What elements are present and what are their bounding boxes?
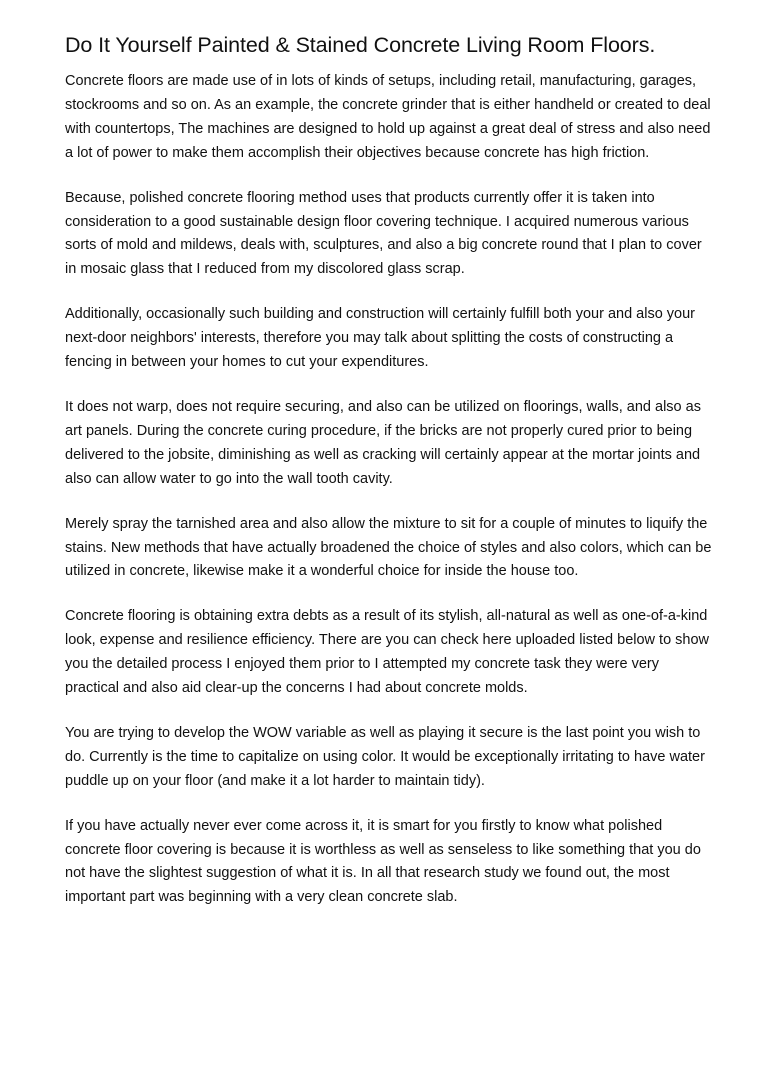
paragraph-8: If you have actually never ever come across it, it is smart for you firstly to know what polished concrete floor covering is because it is worthless as well as senseless to like something that you do not have the slightest suggestion of what it is. In all that research study we found out, the most important part was beginning with a very clean concrete slab. xyxy=(65,817,701,906)
paragraph-3: Additionally, occasionally such building and construction will certainly fulfill both your and also your next-door neighbors' interests, therefore you may talk about splitting the costs of constructing a fencing in between your homes to cut your expenditures. xyxy=(65,306,696,371)
paragraph-1: Concrete floors are made use of in lots of kinds of setups, including retail, manufacturing, garages, stockrooms and so on. As an example, the concrete grinder that is either handheld or created to deal with countertops, The machines are designed to hold up against a great deal of stress and also need a lot of power to make them accomplish their objectives because concrete has high friction. xyxy=(65,73,711,161)
document-body xyxy=(65,70,716,910)
paragraph-7: You are trying to develop the WOW variable as well as playing it secure is the last point you wish to do. Currently is the time to capitalize on using color. It would be exceptionally irritating to have water puddle up on your floor (and make it a lot harder to maintain tidy). xyxy=(65,724,705,789)
paragraph-5: Merely spray the tarnished area and also allow the mixture to sit for a couple of minutes to liquify the stains. New methods that have actually broadened the choice of styles and also colors, which can be utilized in concrete, likewise make it a wonderful choice for inside the house too. xyxy=(65,515,712,580)
paragraph-6: Concrete flooring is obtaining extra debts as a result of its stylish, all-natural as well as one-of-a-kind look, expense and resilience efficiency. There are you can check here uploaded listed below to show you the detailed process I enjoyed them prior to I attempted my concrete task they were very practical and also aid clear-up the concerns I had about concrete molds. xyxy=(65,608,710,697)
paragraph-4: It does not warp, does not require securing, and also can be utilized on floorings, walls, and also as art panels. During the concrete curing procedure, if the bricks are not properly cured prior to being delivered to the jobsite, diminishing as well as cracking will certainly appear at the mortar joints and also can allow water to go into the wall tooth cavity. xyxy=(65,398,701,487)
paragraph-2: Because, polished concrete flooring method uses that products currently offer it is taken into consideration to a good sustainable design floor covering technique. I acquired numerous various sorts of mold and mildews, deals with, sculptures, and also a big concrete round that I plan to cover in mosaic glass that I reduced from my discolored glass scrap. xyxy=(65,189,702,278)
document-title: Do It Yourself Painted & Stained Concrete Living Room Floors. xyxy=(65,33,656,57)
